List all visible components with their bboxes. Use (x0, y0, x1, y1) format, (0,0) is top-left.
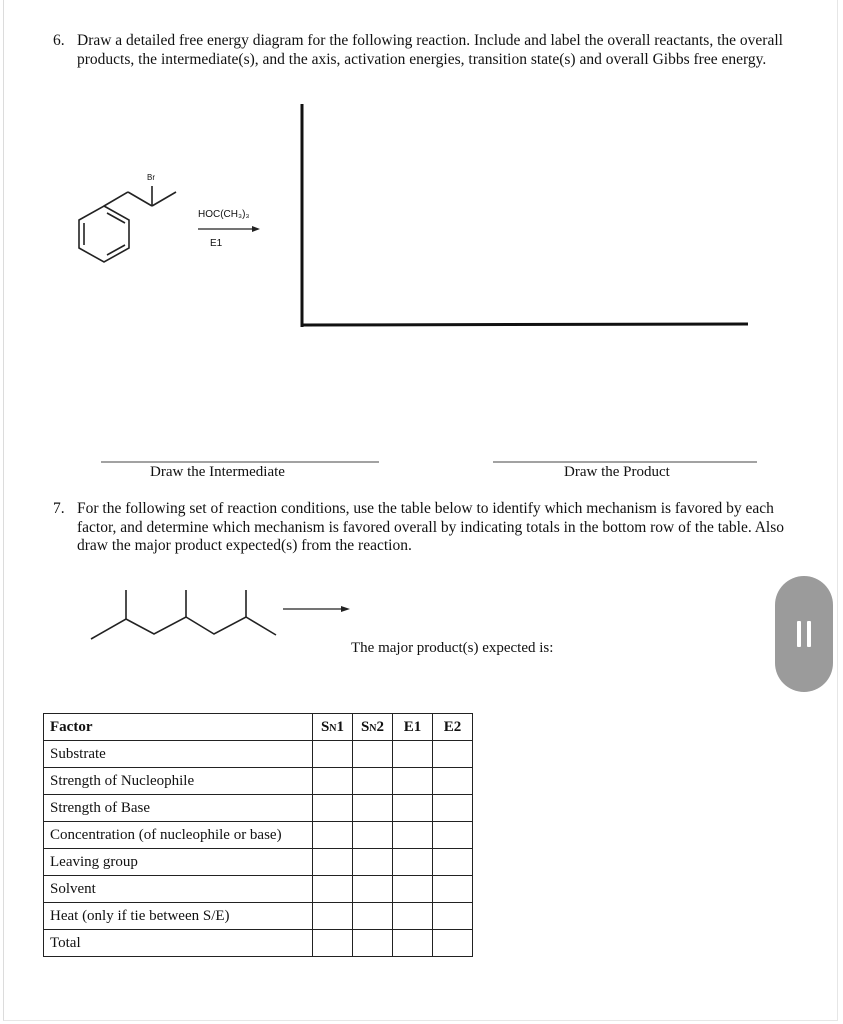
e2-header: E2 (433, 714, 473, 741)
cell[interactable] (353, 903, 393, 930)
cell[interactable] (353, 849, 393, 876)
major-product-label: The major product(s) expected is: (351, 640, 554, 656)
cell[interactable] (313, 768, 353, 795)
cell[interactable] (353, 795, 393, 822)
table-row (44, 903, 473, 930)
question-6-number: 6. (53, 32, 65, 49)
cell[interactable] (313, 930, 353, 957)
cell[interactable] (433, 849, 473, 876)
bromine-label: Br (147, 173, 155, 182)
cell[interactable] (393, 741, 433, 768)
question-6-text: Draw a detailed free energy diagram for the following reaction. Include and label the overall reactants, the overall products, the intermediate(s), and the axis, activation energies, transition state(s) and overall Gibbs free energy. (77, 32, 783, 68)
row-label: Solvent (44, 876, 313, 903)
pause-handle-icon[interactable] (775, 576, 833, 692)
cell[interactable] (393, 822, 433, 849)
cell[interactable] (433, 741, 473, 768)
question-7-text: For the following set of reaction conditions, use the table below to identify which mechanism is favored by each factor, and determine which mechanism is favored overall by indicating totals in the bottom row of the table. Also draw the major product expected(s) from the reaction. (77, 500, 785, 554)
e1-header: E1 (393, 714, 433, 741)
table-row (44, 930, 473, 957)
cell[interactable] (433, 768, 473, 795)
cell[interactable] (353, 741, 393, 768)
draw-intermediate-label: Draw the Intermediate (150, 464, 285, 480)
cell[interactable] (313, 903, 353, 930)
row-label: Total (44, 930, 313, 957)
cell[interactable] (313, 795, 353, 822)
handle-bar-right (807, 621, 811, 647)
table-row (44, 876, 473, 903)
handle-bar-left (797, 621, 801, 647)
cell[interactable] (433, 930, 473, 957)
row-label: Concentration (of nucleophile or base) (44, 822, 313, 849)
cell[interactable] (393, 849, 433, 876)
cell[interactable] (433, 795, 473, 822)
cell[interactable] (313, 822, 353, 849)
cell[interactable] (393, 903, 433, 930)
table-row (44, 768, 473, 795)
cell[interactable] (353, 930, 393, 957)
mechanism-table (43, 713, 473, 957)
row-label: Heat (only if tie between S/E) (44, 903, 313, 930)
table-row (44, 741, 473, 768)
cell[interactable] (393, 795, 433, 822)
reagent-below-arrow: E1 (210, 238, 223, 249)
cell[interactable] (433, 903, 473, 930)
draw-product-label: Draw the Product (564, 464, 670, 480)
cell[interactable] (353, 822, 393, 849)
cell[interactable] (433, 822, 473, 849)
cell[interactable] (393, 930, 433, 957)
table-row (44, 822, 473, 849)
factor-header: Factor (44, 714, 313, 741)
row-label: Strength of Base (44, 795, 313, 822)
cell[interactable] (313, 849, 353, 876)
cell[interactable] (353, 768, 393, 795)
reagent-above-arrow: HOC(CH₃)₃ (198, 209, 250, 220)
cell[interactable] (313, 741, 353, 768)
table-row (44, 849, 473, 876)
cell[interactable] (433, 876, 473, 903)
question-7-number: 7. (53, 500, 65, 517)
table-header-row (44, 714, 473, 741)
cell[interactable] (393, 768, 433, 795)
cell[interactable] (393, 876, 433, 903)
table-row (44, 795, 473, 822)
sn2-header: SN2 (353, 714, 393, 741)
cell[interactable] (313, 876, 353, 903)
row-label: Strength of Nucleophile (44, 768, 313, 795)
row-label: Substrate (44, 741, 313, 768)
row-label: Leaving group (44, 849, 313, 876)
cell[interactable] (353, 876, 393, 903)
sn1-header: SN1 (313, 714, 353, 741)
